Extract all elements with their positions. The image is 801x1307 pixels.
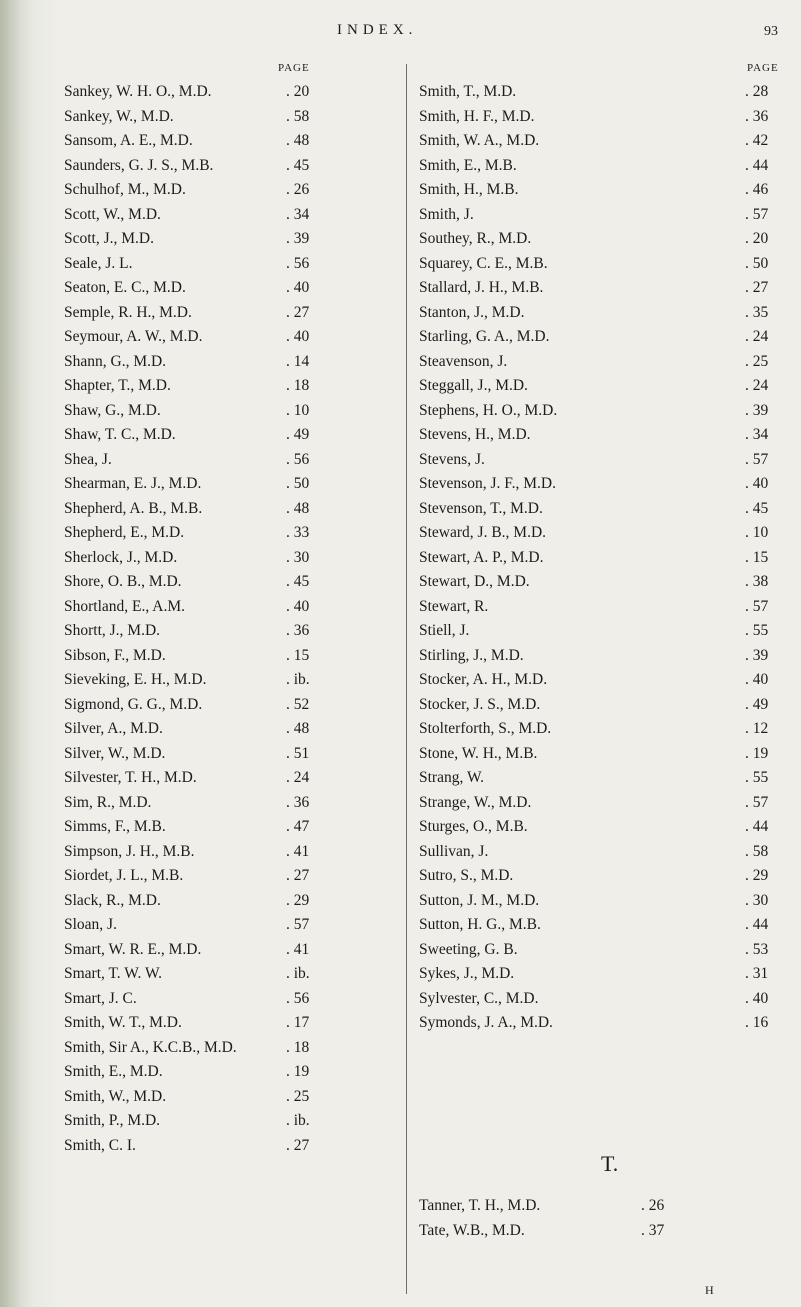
entry-name: Steavenson, J. xyxy=(419,352,508,370)
entry-name: Sweeting, G. B. xyxy=(419,940,518,958)
entry-page: . 55 xyxy=(745,619,768,644)
index-entry xyxy=(419,301,785,326)
index-entry xyxy=(64,80,380,105)
page-header xyxy=(0,22,801,46)
entry-name: Shea, J. xyxy=(64,450,112,468)
index-column-right xyxy=(419,62,785,1036)
index-entry xyxy=(64,1085,380,1110)
entry-page: . 30 xyxy=(745,889,768,914)
index-entry xyxy=(64,938,380,963)
entry-name: Smith, C. I. xyxy=(64,1136,136,1154)
entry-page: . 39 xyxy=(745,399,768,424)
entry-name: Stolterforth, S., M.D. xyxy=(419,720,552,737)
index-entry xyxy=(419,178,785,203)
index-entry xyxy=(64,325,380,350)
entry-name: Sutton, J. M., M.D. xyxy=(419,891,540,909)
entry-page: . 28 xyxy=(745,80,768,105)
entry-name: Smith, H., M.B. xyxy=(419,181,519,198)
entry-name: Sloan, J. xyxy=(64,916,117,933)
entry-page: . 30 xyxy=(286,546,309,571)
entry-name: Seale, J. L. xyxy=(64,254,133,272)
index-entry xyxy=(64,913,380,938)
entry-name: Smart, W. R. E., M.D. xyxy=(64,940,202,958)
index-entry xyxy=(64,252,380,277)
index-entry xyxy=(64,987,380,1012)
index-entry xyxy=(64,105,380,130)
entry-name: Shortt, J., M.D. xyxy=(64,622,161,639)
entry-page: . 58 xyxy=(286,105,309,130)
entry-page: . 57 xyxy=(745,203,768,228)
entry-name: Silver, A., M.D. xyxy=(64,720,163,737)
index-entry xyxy=(419,80,785,105)
entry-list-left xyxy=(64,80,380,1158)
index-entry xyxy=(419,252,785,277)
entry-page: . 36 xyxy=(286,791,309,816)
entry-name: Sutton, H. G., M.B. xyxy=(419,916,541,933)
entry-page: . 52 xyxy=(286,693,309,718)
entry-page: . 34 xyxy=(286,203,309,228)
index-entry xyxy=(419,840,785,865)
index-entry xyxy=(419,913,785,938)
entry-name: Smith, T., M.D. xyxy=(419,83,517,100)
index-entry xyxy=(419,203,785,228)
entry-name: Smith, E., M.D. xyxy=(64,1063,163,1080)
entry-page: . 40 xyxy=(286,276,309,301)
entry-page: . 53 xyxy=(745,938,768,963)
index-entry xyxy=(419,350,785,375)
entry-name: Shortland, E., A.M. xyxy=(64,597,185,615)
entry-page: . 39 xyxy=(286,227,309,252)
index-entry xyxy=(64,840,380,865)
entry-page: . 27 xyxy=(286,864,309,889)
entry-name: Sieveking, E. H., M.D. xyxy=(64,671,207,688)
index-entry xyxy=(419,374,785,399)
entry-name: Stallard, J. H., M.B. xyxy=(419,279,544,296)
entry-page: . 20 xyxy=(286,80,309,105)
index-entry xyxy=(64,374,380,399)
index-entry xyxy=(419,105,785,130)
page-heading-label: PAGE xyxy=(278,62,310,74)
index-entry xyxy=(419,791,785,816)
entry-name: Shepherd, A. B., M.B. xyxy=(64,499,203,517)
index-entry xyxy=(64,1134,380,1159)
column-divider xyxy=(406,64,407,1294)
entry-page: . 56 xyxy=(286,987,309,1012)
index-entry xyxy=(64,203,380,228)
entry-page: . 37 xyxy=(641,1219,664,1244)
index-entry xyxy=(64,154,380,179)
entry-name: Saunders, G. J. S., M.B. xyxy=(64,156,214,174)
index-entry xyxy=(419,521,785,546)
entry-page: . ib. xyxy=(286,668,310,693)
entry-name: Shaw, G., M.D. xyxy=(64,401,161,419)
index-entry xyxy=(419,472,785,497)
entry-name: Tanner, T. H., M.D. xyxy=(419,1197,541,1214)
entry-name: Schulhof, M., M.D. xyxy=(64,181,186,198)
index-entry xyxy=(419,864,785,889)
entry-name: Stanton, J., M.D. xyxy=(419,303,525,321)
index-entry xyxy=(419,889,785,914)
entry-name: Stiell, J. xyxy=(419,622,470,639)
index-entry xyxy=(419,423,785,448)
entry-page: . 18 xyxy=(286,374,309,399)
binding-edge xyxy=(0,0,34,1307)
entry-page: . 49 xyxy=(745,693,768,718)
index-entry xyxy=(64,521,380,546)
entry-page: . 40 xyxy=(286,595,309,620)
section-letter-t: T. xyxy=(601,1151,619,1176)
entry-page: . 57 xyxy=(745,595,768,620)
entry-name: Seymour, A. W., M.D. xyxy=(64,328,203,345)
entry-name: Southey, R., M.D. xyxy=(419,230,532,247)
entry-name: Stevenson, J. F., M.D. xyxy=(419,475,556,492)
entry-name: Shapter, T., M.D. xyxy=(64,377,171,394)
index-entry xyxy=(64,889,380,914)
entry-name: Smart, T. W. W. xyxy=(64,965,163,982)
entry-name: Seaton, E. C., M.D. xyxy=(64,279,186,296)
entry-name: Smith, E., M.B. xyxy=(419,156,517,174)
index-entry xyxy=(64,791,380,816)
entry-name: Stewart, R. xyxy=(419,597,489,615)
entry-page: . 27 xyxy=(286,301,309,326)
entry-name: Sim, R., M.D. xyxy=(64,793,152,811)
entry-name: Stevens, J. xyxy=(419,450,485,468)
entry-name: Sankey, W. H. O., M.D. xyxy=(64,83,212,100)
entry-name: Siordet, J. L., M.B. xyxy=(64,867,184,884)
entry-page: . 45 xyxy=(286,570,309,595)
index-entry xyxy=(419,448,785,473)
page-title: INDEX. xyxy=(337,22,418,38)
entry-page: . ib. xyxy=(286,962,310,987)
index-entry xyxy=(64,570,380,595)
entry-page: . 56 xyxy=(286,252,309,277)
entry-page: . 50 xyxy=(286,472,309,497)
index-entry xyxy=(419,987,785,1012)
index-entry xyxy=(419,399,785,424)
entry-page: . 48 xyxy=(286,717,309,742)
entry-page: . 24 xyxy=(745,325,768,350)
entry-name: Sykes, J., M.D. xyxy=(419,965,515,982)
entry-page: . 55 xyxy=(745,766,768,791)
entry-page: . 47 xyxy=(286,815,309,840)
index-entry xyxy=(419,546,785,571)
column-heading xyxy=(64,62,380,80)
entry-name: Smith, H. F., M.D. xyxy=(419,107,535,125)
entry-page: . 25 xyxy=(745,350,768,375)
entry-page: . 41 xyxy=(286,840,309,865)
index-entry xyxy=(64,742,380,767)
index-entry xyxy=(64,178,380,203)
index-column-left xyxy=(64,62,380,1158)
entry-name: Symonds, J. A., M.D. xyxy=(419,1014,553,1031)
entry-page: . 25 xyxy=(286,1085,309,1110)
index-entry xyxy=(419,938,785,963)
page-heading-label: PAGE xyxy=(747,62,779,74)
entry-page: . 31 xyxy=(745,962,768,987)
index-entry xyxy=(64,472,380,497)
entry-page: . 16 xyxy=(745,1011,768,1036)
entry-page: . 50 xyxy=(745,252,768,277)
entry-page: . 39 xyxy=(745,644,768,669)
index-entry xyxy=(64,962,380,987)
index-entry xyxy=(64,619,380,644)
index-entry xyxy=(419,227,785,252)
entry-page: . 44 xyxy=(745,913,768,938)
entry-name: Silver, W., M.D. xyxy=(64,744,166,762)
index-entry xyxy=(64,399,380,424)
entry-name: Stevens, H., M.D. xyxy=(419,426,531,443)
entry-name: Starling, G. A., M.D. xyxy=(419,328,550,345)
entry-page: . 45 xyxy=(286,154,309,179)
index-entry xyxy=(419,693,785,718)
index-entry xyxy=(419,154,785,179)
entry-name: Smith, W. T., M.D. xyxy=(64,1014,182,1031)
index-entry xyxy=(64,276,380,301)
index-entry xyxy=(64,1109,380,1134)
signature-mark: H xyxy=(705,1283,714,1297)
entry-page: . 12 xyxy=(745,717,768,742)
index-entry xyxy=(419,497,785,522)
index-entry xyxy=(64,668,380,693)
entry-name: Simpson, J. H., M.B. xyxy=(64,842,195,860)
entry-page: . 26 xyxy=(286,178,309,203)
entry-name: Smart, J. C. xyxy=(64,989,137,1007)
entry-page: . 42 xyxy=(745,129,768,154)
index-entry xyxy=(64,1060,380,1085)
entry-name: Scott, W., M.D. xyxy=(64,205,161,223)
entry-name: Stewart, A. P., M.D. xyxy=(419,548,544,566)
index-entry xyxy=(419,668,785,693)
index-entry xyxy=(64,227,380,252)
entry-page: . 36 xyxy=(745,105,768,130)
index-entry xyxy=(64,1036,380,1061)
entry-page: . 26 xyxy=(641,1194,664,1219)
index-entry xyxy=(419,644,785,669)
entry-page: . 19 xyxy=(745,742,768,767)
entry-name: Smith, Sir A., K.C.B., M.D. xyxy=(64,1038,237,1056)
entry-page: . 29 xyxy=(745,864,768,889)
entry-name: Sigmond, G. G., M.D. xyxy=(64,695,203,713)
entry-name: Shepherd, E., M.D. xyxy=(64,524,185,541)
entry-name: Smith, J. xyxy=(419,205,474,223)
entry-name: Stephens, H. O., M.D. xyxy=(419,401,558,419)
index-entry xyxy=(64,350,380,375)
entry-page: . 49 xyxy=(286,423,309,448)
entry-name: Silvester, T. H., M.D. xyxy=(64,769,197,786)
entry-page: . ib. xyxy=(286,1109,310,1134)
entry-name: Steward, J. B., M.D. xyxy=(419,524,547,541)
entry-name: Strange, W., M.D. xyxy=(419,793,532,811)
index-entry xyxy=(419,276,785,301)
entry-name: Stevenson, T., M.D. xyxy=(419,499,543,517)
entry-page: . 19 xyxy=(286,1060,309,1085)
entry-name: Shaw, T. C., M.D. xyxy=(64,426,176,443)
entry-name: Sylvester, C., M.D. xyxy=(419,989,539,1007)
index-entry xyxy=(64,546,380,571)
index-entry xyxy=(64,423,380,448)
index-entry xyxy=(419,815,785,840)
entry-name: Sansom, A. E., M.D. xyxy=(64,132,193,149)
entry-page: . 17 xyxy=(286,1011,309,1036)
index-entry xyxy=(64,448,380,473)
index-entry xyxy=(419,595,785,620)
entry-page: . 41 xyxy=(286,938,309,963)
index-entry xyxy=(64,717,380,742)
index-entry xyxy=(419,325,785,350)
entry-page: . 40 xyxy=(286,325,309,350)
page-number: 93 xyxy=(764,24,778,39)
index-entry xyxy=(64,497,380,522)
index-entry xyxy=(64,129,380,154)
entry-name: Sherlock, J., M.D. xyxy=(64,548,178,566)
entry-page: . 15 xyxy=(745,546,768,571)
entry-page: . 10 xyxy=(745,521,768,546)
entry-name: Sturges, O., M.B. xyxy=(419,818,528,835)
index-entry xyxy=(419,570,785,595)
entry-name: Scott, J., M.D. xyxy=(64,230,154,247)
entry-name: Sullivan, J. xyxy=(419,842,489,860)
index-entry xyxy=(64,815,380,840)
entry-page: . 35 xyxy=(745,301,768,326)
index-entry xyxy=(419,1011,785,1036)
entry-page: . 20 xyxy=(745,227,768,252)
entry-page: . 46 xyxy=(745,178,768,203)
entry-name: Tate, W.B., M.D. xyxy=(419,1221,525,1239)
entry-page: . 57 xyxy=(745,448,768,473)
entry-page: . 44 xyxy=(745,815,768,840)
entry-page: . 29 xyxy=(286,889,309,914)
index-entry xyxy=(419,766,785,791)
entry-page: . 24 xyxy=(745,374,768,399)
entry-page: . 48 xyxy=(286,497,309,522)
entry-page: . 24 xyxy=(286,766,309,791)
entry-name: Sankey, W., M.D. xyxy=(64,107,174,125)
entry-name: Smith, W. A., M.D. xyxy=(419,132,540,149)
entry-name: Sibson, F., M.D. xyxy=(64,646,166,664)
index-entry xyxy=(64,693,380,718)
entry-page: . 57 xyxy=(286,913,309,938)
entry-page: . 57 xyxy=(745,791,768,816)
entry-page: . 14 xyxy=(286,350,309,375)
entry-name: Semple, R. H., M.D. xyxy=(64,303,192,321)
column-heading xyxy=(419,62,785,80)
entry-name: Stocker, J. S., M.D. xyxy=(419,695,541,713)
entry-page: . 15 xyxy=(286,644,309,669)
entry-name: Shearman, E. J., M.D. xyxy=(64,475,202,492)
entry-name: Shore, O. B., M.D. xyxy=(64,573,182,590)
entry-name: Strang, W. xyxy=(419,769,485,786)
entry-name: Stone, W. H., M.B. xyxy=(419,744,538,762)
entry-name: Steggall, J., M.D. xyxy=(419,377,528,394)
entry-page: . 18 xyxy=(286,1036,309,1061)
index-entry xyxy=(419,129,785,154)
entry-page: . 44 xyxy=(745,154,768,179)
entry-list-t xyxy=(419,1194,785,1243)
entry-name: Smith, W., M.D. xyxy=(64,1087,167,1105)
entry-page: . 33 xyxy=(286,521,309,546)
entry-name: Stirling, J., M.D. xyxy=(419,646,524,664)
index-entry xyxy=(419,717,785,742)
index-entry xyxy=(419,619,785,644)
entry-name: Stewart, D., M.D. xyxy=(419,573,530,590)
entry-page: . 48 xyxy=(286,129,309,154)
entry-list-right xyxy=(419,80,785,1036)
entry-page: . 34 xyxy=(745,423,768,448)
entry-page: . 40 xyxy=(745,987,768,1012)
entry-page: . 45 xyxy=(745,497,768,522)
index-entry xyxy=(419,1194,785,1219)
entry-name: Squarey, C. E., M.B. xyxy=(419,254,548,272)
entry-name: Slack, R., M.D. xyxy=(64,891,161,909)
entry-name: Sutro, S., M.D. xyxy=(419,867,514,884)
index-entry xyxy=(64,595,380,620)
entry-page: . 51 xyxy=(286,742,309,767)
entry-page: . 56 xyxy=(286,448,309,473)
entry-page: . 40 xyxy=(745,472,768,497)
entry-page: . 40 xyxy=(745,668,768,693)
index-entry xyxy=(64,644,380,669)
entry-name: Shann, G., M.D. xyxy=(64,352,167,370)
entry-name: Stocker, A. H., M.D. xyxy=(419,671,548,688)
entry-name: Simms, F., M.B. xyxy=(64,818,166,835)
entry-name: Smith, P., M.D. xyxy=(64,1112,161,1129)
entry-page: . 58 xyxy=(745,840,768,865)
entry-page: . 10 xyxy=(286,399,309,424)
entry-page: . 27 xyxy=(745,276,768,301)
index-entry xyxy=(419,742,785,767)
entry-page: . 27 xyxy=(286,1134,309,1159)
index-entry xyxy=(64,766,380,791)
index-entry xyxy=(64,864,380,889)
index-entry xyxy=(419,1219,785,1244)
index-entry xyxy=(419,962,785,987)
index-entry xyxy=(64,1011,380,1036)
index-entry xyxy=(64,301,380,326)
index-column-right-t xyxy=(419,1194,785,1243)
entry-page: . 36 xyxy=(286,619,309,644)
entry-page: . 38 xyxy=(745,570,768,595)
